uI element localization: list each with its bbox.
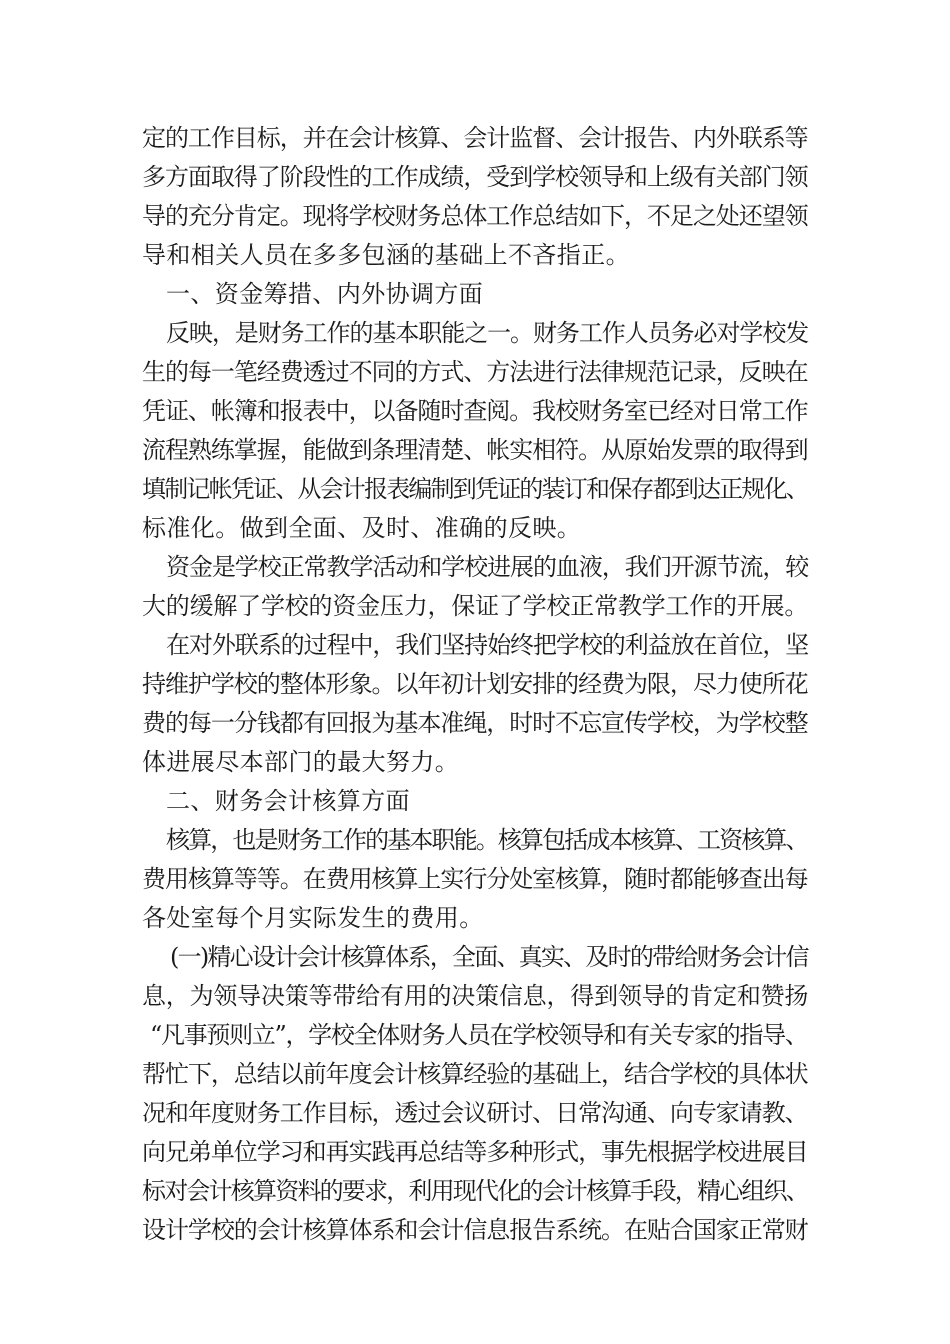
text-line: 流程熟练掌握，能做到条理清楚、帐实相符。从原始发票的取得到 [142,436,808,464]
text-line: 息，为领导决策等带给有用的决策信息，得到领导的肯定和赞扬 [142,982,809,1010]
text-line: 反映，是财务工作的基本职能之一。财务工作人员务必对学校发 [166,319,809,347]
text-line: 多方面取得了阶段性的工作成绩，受到学校领导和上级有关部门领 [142,163,808,191]
text-line: 费用核算等等。在费用核算上实行分处室核算，随时都能够查出每 [142,865,808,893]
text-line: 核算，也是财务工作的基本职能。核算包括成本核算、工资核算、 [166,826,808,854]
text-line: 导和相关人员在多多包涵的基础上不吝指正。 [142,241,630,269]
subsection-heading: (一)精心设计会计核算体系，全面、真实、及时的带给财务会计信 [170,943,808,971]
text-line: 凭证、帐簿和报表中，以备随时查阅。我校财务室已经对日常工作 [142,397,808,425]
text-line: 体进展尽本部门的最大努力。 [142,748,460,776]
text-line: 费的每一分钱都有回报为基本准绳，时时不忘宣传学校，为学校整 [142,709,808,737]
section-heading: 一、资金筹措、内外协调方面 [166,280,484,308]
text-line: 填制记帐凭证、从会计报表编制到凭证的装订和保存都到达正规化、 [142,475,808,503]
text-line: 设计学校的会计核算体系和会计信息报告系统。在贴合国家正常财 [142,1216,808,1244]
text-line: “凡事预则立”，学校全体财务人员在学校领导和有关专家的指导、 [150,1021,808,1049]
text-line: 各处室每个月实际发生的费用。 [142,904,484,932]
text-line: 导的充分肯定。现将学校财务总体工作总结如下，不足之处还望领 [142,202,808,230]
section-heading: 二、财务会计核算方面 [166,787,410,815]
text-line: 标准化。做到全面、及时、准确的反映。 [142,514,582,542]
text-line: 标对会计核算资料的要求，利用现代化的会计核算手段，精心组织、 [142,1177,808,1205]
text-line: 帮忙下，总结以前年度会计核算经验的基础上，结合学校的具体状 [142,1060,808,1088]
text-line: 资金是学校正常教学活动和学校进展的血液，我们开源节流，较 [166,553,809,581]
text-line: 持维护学校的整体形象。以年初计划安排的经费为限，尽力使所花 [142,670,808,698]
text-line: 生的每一笔经费透过不同的方式、方法进行法律规范记录，反映在 [142,358,808,386]
text-line: 大的缓解了学校的资金压力，保证了学校正常教学工作的开展。 [142,592,809,620]
text-line: 向兄弟单位学习和再实践再总结等多种形式，事先根据学校进展目 [142,1138,808,1166]
text-line: 在对外联系的过程中，我们坚持始终把学校的利益放在首位，坚 [166,631,809,659]
text-line: 况和年度财务工作目标，透过会议研讨、日常沟通、向专家请教、 [142,1099,808,1127]
text-line: 定的工作目标，并在会计核算、会计监督、会计报告、内外联系等 [142,124,808,152]
